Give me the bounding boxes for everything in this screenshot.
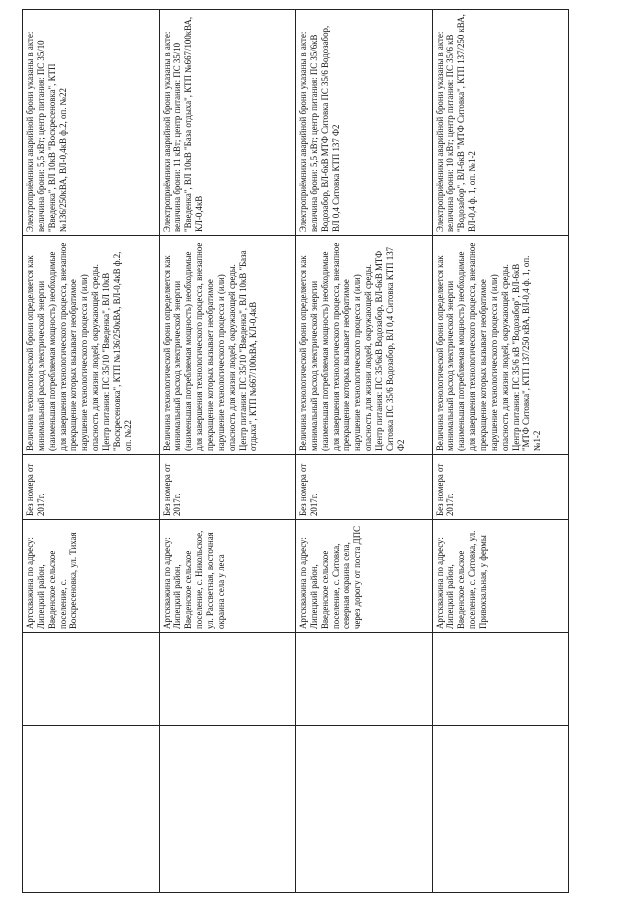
emergency-reserve-cell: Электроприёмники аварийной брони указаны в акте: величина брони: 5,5 кВт; центр питания: ПС 35/10 "Введенка", ВЛ 10кВ "Воскресеновка", КТП №136/250кВА, ВЛ-0,4кВ ф.2, оп. №22 [23,10,160,236]
empty-cell [23,726,160,893]
empty-cell [296,726,433,893]
tech-reserve-cell: Величина технологической брони определяется как минимальный расход электрической энергии (наименьшая потребляемая мощность) необходимые для завершения технологического процесса, внезапное прекращение которых вызывает необратимое нарушение технологического процесса и (или) опасность для жизни людей, окружающей среды. Центр питания: ПС 35/10 "Введенка", ВЛ 10кВ "Воскресеновка", КТП №136/250кВА, ВЛ-0,4кВ ф.2, оп. №22 [23,236,160,455]
tech-reserve-cell: Величина технологической брони определяется как минимальный расход электрической энергии (наименьшая потребляемая мощность) необходимые для завершения технологического процесса, внезапное прекращение которых вызывает необратимое нарушение технологического процесса и (или) опасность для жизни людей, окружающей среды. Центр питания: ПС 35/10 "Введенка", ВЛ 10кВ "База отдыха", КТП №667/100кВА, КЛ-0,4кВ [159,236,296,455]
empty-cell [159,633,296,726]
table-row [159,10,296,893]
empty-cell [159,726,296,893]
address-cell: Артскважина по адресу: Липецкий район, Введенское сельское поселение, с. Никольское, ул. Рассветная, восточная окраина села у леса [159,520,296,633]
act-number-cell: Без номера от 2017г. [23,455,160,520]
table-row [296,10,433,893]
act-number-cell: Без номера от 2017г. [296,455,433,520]
emergency-reserve-cell: Электроприёмники аварийной брони указаны в акте: величина брони: 5,5 кВт; центр питания: ПС 35/6кВ Водозабор, ВЛ-6кВ МТФ Ситовка ПС 35/6 Водозабор, ВЛ 0,4 Ситовка КТП 137 Ф2 [296,10,433,236]
act-number-cell: Без номера от 2017г. [432,455,569,520]
address-cell: Артскважина по адресу: Липецкий район, Введенское сельское поселение, с. Воскресеновка, ул. Тихая [23,520,160,633]
tech-reserve-cell: Величина технологической брони определяется как минимальный расход электрической энергии (наименьшая потребляемая мощность) необходимые для завершения технологического процесса, внезапное прекращение которых вызывает необратимое нарушение технологического процесса и (или) опасность для жизни людей, окружающей среды. Центр питания: ПС 35/6кВ Водозабор, ВЛ-6кВ МТФ Ситовка ПС 35/6 Водозабор, ВЛ 0,4 Ситовка КТП 137 Ф2 [296,236,433,455]
table-row [23,10,160,893]
empty-cell [296,633,433,726]
empty-cell [432,633,569,726]
address-cell: Артскважина по адресу: Липецкий район, Введенское сельское поселение, с. Ситовка, северная окраина села, через дорогу от поста ДПС [296,520,433,633]
address-cell: Артскважина по адресу: Липецкий район, Введенское сельское поселение, с. Ситовка, ул. Привокзальная, у фермы [432,520,569,633]
empty-cell [23,633,160,726]
emergency-reserve-cell: Электроприёмники аварийной брони указаны в акте: величина брони: 11 кВт; центр питания: ПС 35/10 "Введенка", ВЛ 10кВ "База отдыха", КТП №667/100кВА, КЛ-0,4кВ [159,10,296,236]
tech-reserve-cell: Величина технологической брони определяется как минимальный расход электрической энергии (наименьшая потребляемая мощность) необходимые для завершения технологического процесса, внезапное прекращение которых вызывает необратимое нарушение технологического процесса и (или) опасность для жизни людей, окружающей среды. Центр питания: ПС 35/6 кВ "Водозабор", ВЛ-6кВ "МТФ Ситовка", КТП 137/250 кВА, ВЛ-0,4 ф. 1, оп. №1-2 [432,236,569,455]
act-number-cell: Без номера от 2017г. [159,455,296,520]
empty-cell [432,726,569,893]
document-page [22,9,568,893]
emergency-reserve-cell: Электроприёмники аварийной брони указаны в акте: величина брони: 10 кВт; центр питания: ПС 35/6 кВ "Водозабор", ВЛ-6кВ "МТФ Ситовка", КТП 137/250 кВА, ВЛ-0,4 ф. 1, оп. №1-2 [432,10,569,236]
reservation-table [22,9,569,893]
table-row [432,10,569,893]
